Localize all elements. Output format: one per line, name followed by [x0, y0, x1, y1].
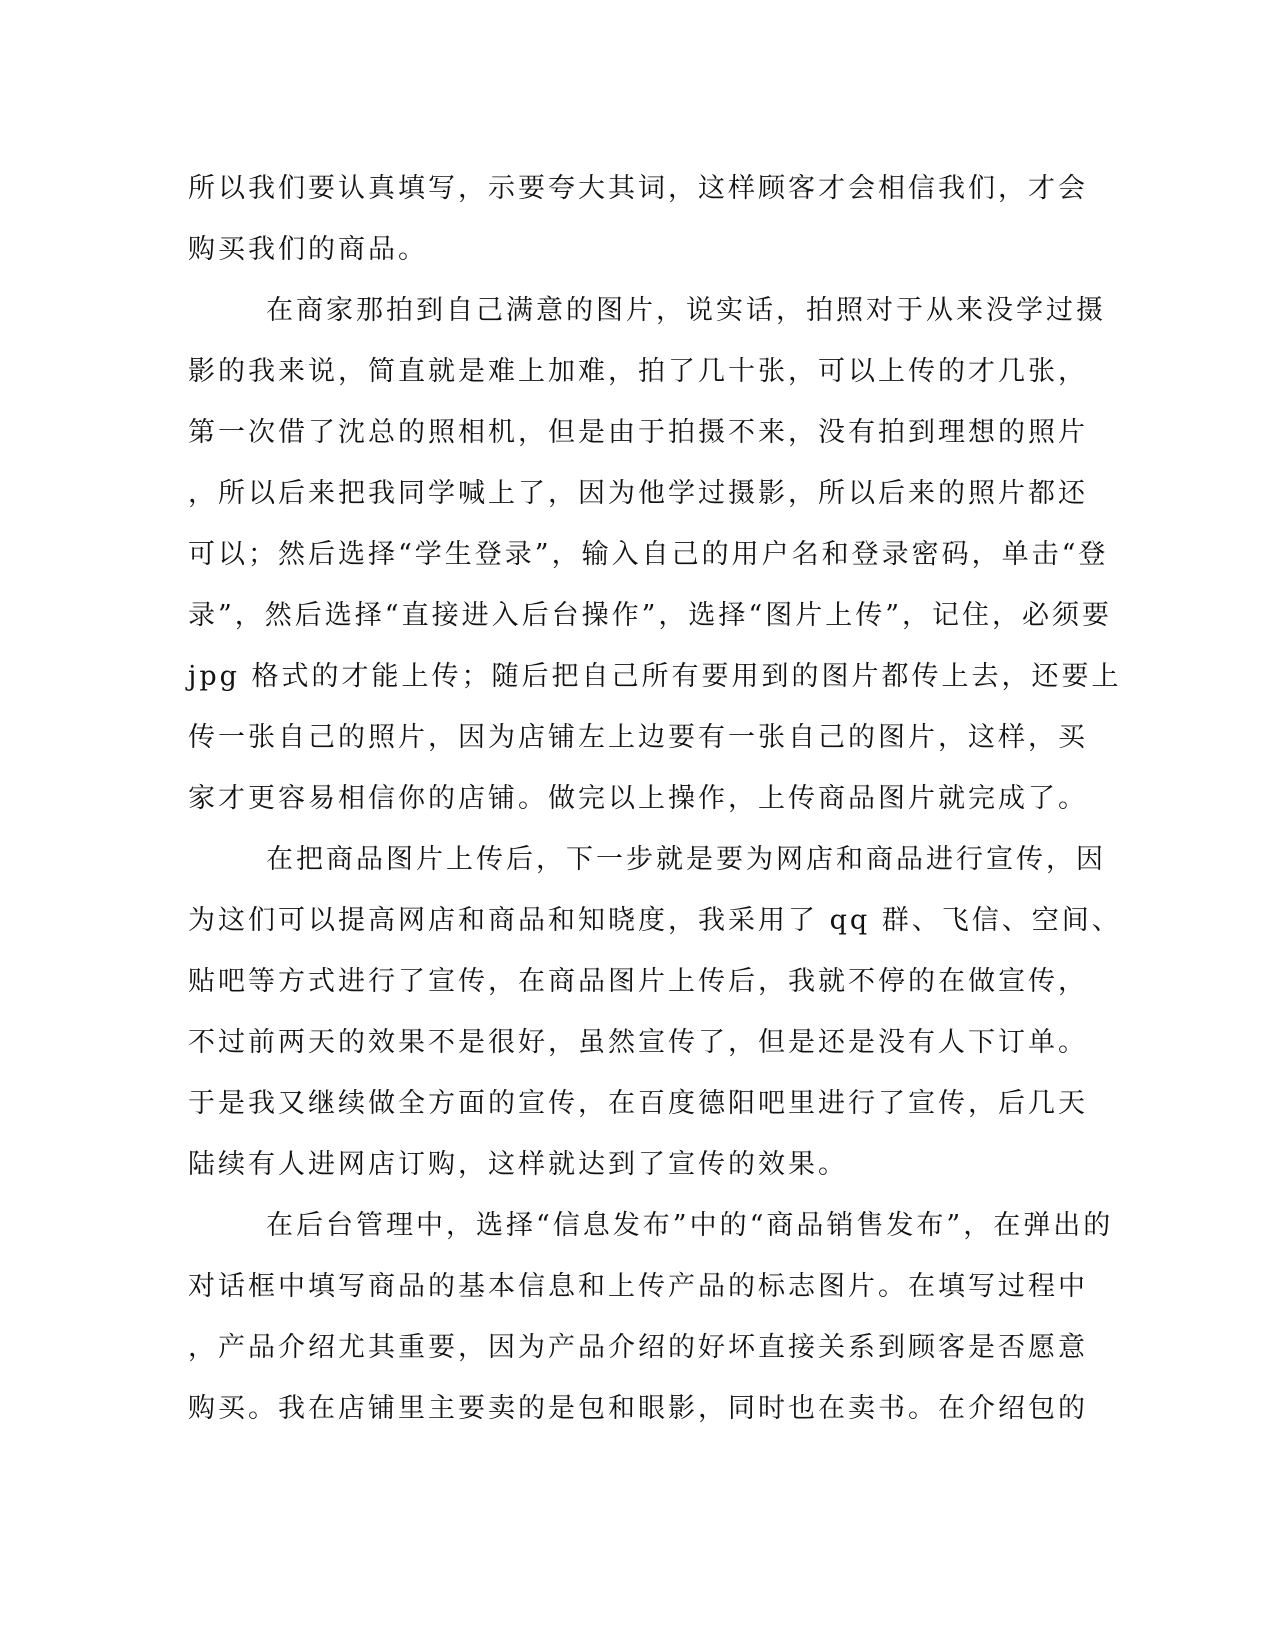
text-line: 录”，然后选择“直接进入后台操作”，选择“图片上传”，记住，必须要: [188, 600, 1113, 631]
paragraph-first-line: 在商家那拍到自己满意的图片，说实话，拍照对于从来没学过摄: [266, 295, 1106, 326]
text-line: 为这们可以提高网店和商品和知晓度，我采用了 qq 群、飞信、空间、: [188, 905, 1122, 936]
text-line: 对话框中填写商品的基本信息和上传产品的标志图片。在填写过程中: [188, 1271, 1088, 1302]
text-line: 影的我来说，简直就是难上加难，拍了几十张，可以上传的才几张，: [188, 356, 1088, 387]
text-line: 可以；然后选择“学生登录”，输入自己的用户名和登录密码，单击“登: [188, 539, 1109, 570]
text-line: 购买。我在店铺里主要卖的是包和眼影，同时也在卖书。在介绍包的: [188, 1393, 1088, 1424]
text-line: ，产品介绍尤其重要，因为产品介绍的好坏直接关系到顾客是否愿意: [188, 1332, 1088, 1363]
text-line: 贴吧等方式进行了宣传，在商品图片上传后，我就不停的在做宣传，: [188, 966, 1088, 997]
text-line: jpg 格式的才能上传；随后把自己所有要用到的图片都传上去，还要上: [188, 661, 1122, 692]
text-line: 家才更容易相信你的店铺。做完以上操作，上传商品图片就完成了。: [188, 783, 1088, 814]
text-line: 不过前两天的效果不是很好，虽然宣传了，但是还是没有人下订单。: [188, 1027, 1088, 1058]
text-line: 所以我们要认真填写，示要夸大其词，这样顾客才会相信我们，才会: [188, 173, 1088, 204]
text-line: 第一次借了沈总的照相机，但是由于拍摄不来，没有拍到理想的照片: [188, 417, 1088, 448]
paragraph-first-line: 在把商品图片上传后，下一步就是要为网店和商品进行宣传，因: [266, 844, 1106, 875]
body-text: [188, 158, 1122, 1439]
text-line: 购买我们的商品。: [188, 234, 428, 265]
paragraph-first-line: 在后台管理中，选择“信息发布”中的“商品销售发布”，在弹出的: [266, 1210, 1114, 1241]
text-line: ，所以后来把我同学喊上了，因为他学过摄影，所以后来的照片都还: [188, 478, 1088, 509]
text-line: 陆续有人进网店订购，这样就达到了宣传的效果。: [188, 1149, 848, 1180]
text-line: 传一张自己的照片，因为店铺左上边要有一张自己的图片，这样，买: [188, 722, 1088, 753]
text-line: 于是我又继续做全方面的宣传，在百度德阳吧里进行了宣传，后几天: [188, 1088, 1088, 1119]
